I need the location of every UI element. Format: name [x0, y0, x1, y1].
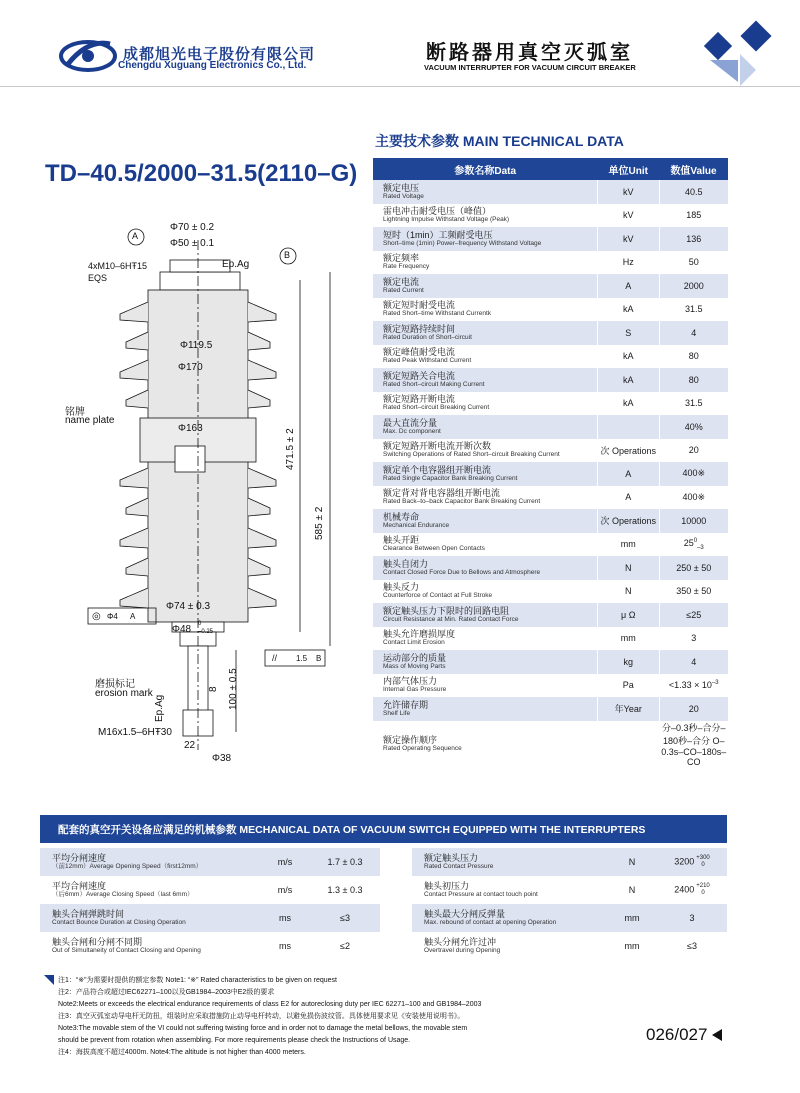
mech-value-cell: [310, 848, 380, 876]
param-name-en: Circuit Resistance at Min. Rated Contact Force: [383, 615, 519, 623]
param-cell: [373, 603, 597, 627]
tech-table-row: [373, 697, 728, 721]
tech-table-row: [373, 274, 728, 298]
param-name-cn: 内部气体压力: [383, 676, 438, 687]
tech-table-row: [373, 368, 728, 392]
value-cell: [659, 462, 728, 486]
unit-cell: kV: [597, 204, 659, 228]
note-line: Note2:Meets or exceeds the electrical endurance requirements of class E2 for autoreclosing duty per IEC 62271–100 and GB1984–2003: [58, 1001, 482, 1008]
value-text: 分–0.3秒–合分–180秒–合分 O–0.3s–CO–180s–CO: [661, 722, 727, 767]
value-text: 2000: [683, 280, 704, 291]
corner-decoration-icon: [690, 20, 780, 110]
tech-table-row: [373, 298, 728, 322]
dim-phi48-tol-upper: 0: [198, 621, 202, 627]
unit-cell: [597, 415, 659, 439]
param-name-en: Rated Peak Withstand Current: [383, 357, 472, 365]
tol-concentricity-symbol: ◎: [92, 611, 101, 622]
param-name-cn: 额定短路关合电流: [383, 370, 456, 381]
tech-table-row: [373, 533, 728, 557]
model-number: TD–40.5/2000–31.5(2110–G): [45, 160, 358, 187]
dim-phi38: Φ38: [212, 753, 232, 764]
unit-cell: mm: [597, 533, 659, 557]
value-text: 25: [683, 537, 694, 548]
mech-value-text: ≤2: [340, 941, 350, 951]
mech-param-en: （前12mm）Average Opening Speed（first12mm）: [52, 863, 203, 870]
mech-value-text: 1.3 ± 0.3: [327, 885, 363, 895]
unit-cell: μ Ω: [597, 603, 659, 627]
value-text: 31.5: [685, 398, 703, 409]
tech-table-row: [373, 415, 728, 439]
param-cell: [373, 204, 597, 228]
dim-phi74: Φ74 ± 0.3: [166, 601, 211, 612]
value-text: 350 ± 50: [676, 586, 712, 597]
param-name-en: Internal Gas Pressure: [383, 686, 447, 694]
mech-table-row: [412, 904, 727, 932]
unit-cell: kA: [597, 298, 659, 322]
param-name-en: Counterforce of Contact at Full Stroke: [383, 592, 493, 600]
param-name-cn: 额定触头压力下限时的回路电阻: [383, 605, 510, 616]
label-epag-bottom: Ep.Ag: [154, 694, 165, 722]
unit-cell: kV: [597, 227, 659, 251]
dim-eqs: EQS: [88, 273, 108, 283]
param-cell: [373, 274, 597, 298]
mech-unit-cell: N: [628, 885, 636, 895]
param-cell: [373, 415, 597, 439]
value-cell: [659, 392, 728, 416]
unit-cell: kg: [597, 650, 659, 674]
unit-cell: 年Year: [597, 697, 659, 721]
param-name-cn: 额定短时耐受电流: [383, 300, 456, 311]
param-name-cn: 短时（1min）工频耐受电压: [383, 229, 493, 240]
value-text: 3: [691, 633, 697, 644]
mech-param-en: Out of Simultaneity of Contact Closing and Opening: [52, 947, 201, 954]
mech-table-row: [40, 876, 380, 904]
mech-unit-cell: mm: [607, 904, 657, 932]
param-cell: [373, 462, 597, 486]
col-param: 参数名称Data: [373, 158, 597, 180]
tech-data-heading: 主要技术参数 MAIN TECHNICAL DATA: [375, 133, 624, 149]
mech-value-sup: +300: [696, 855, 710, 861]
unit-cell: Pa: [597, 674, 659, 698]
tol-parallel-value: 1.5: [296, 654, 308, 663]
mech-table-row: [40, 932, 380, 960]
mech-param-cell: [40, 876, 260, 904]
value-text: 400※: [682, 468, 706, 479]
page-number: [646, 1025, 722, 1045]
value-text: 40.5: [685, 186, 703, 197]
param-name-en: Rated Short–circuit Making Current: [383, 380, 485, 388]
param-cell: [373, 227, 597, 251]
value-text: 10000: [681, 515, 707, 526]
value-cell: [659, 345, 728, 369]
tech-table-row: [373, 345, 728, 369]
dim-h585: 585 ± 2: [314, 506, 325, 540]
dim-phi50: Φ50 ± 0.1: [170, 238, 215, 249]
value-cell: [659, 251, 728, 275]
unit-cell: kA: [597, 368, 659, 392]
param-cell: [373, 674, 597, 698]
value-text: <1.33 × 10: [668, 680, 712, 691]
mech-unit-cell: mm: [624, 941, 640, 951]
param-name-cn: 额定电流: [383, 276, 420, 287]
value-cell: [659, 415, 728, 439]
note-line: Note3:The movable stem of the VI could not suffering twisting force and in order not to damage the metal bellows, the movable stem: [58, 1025, 468, 1032]
mech-table-right: [412, 848, 727, 960]
tech-table-row: [373, 227, 728, 251]
unit-cell: A: [597, 462, 659, 486]
tech-table-row: [373, 204, 728, 228]
dim-thread: 4xM10–6HŦ15: [88, 261, 148, 271]
value-text: 4: [691, 656, 697, 667]
value-text: 40%: [684, 421, 703, 432]
param-cell: [373, 298, 597, 322]
mech-value-sub: 0: [701, 862, 705, 868]
param-name-en: Rated Current: [383, 286, 424, 294]
param-name-en: Rated Duration of Short–circuit: [383, 333, 472, 341]
tol-concentricity-value: Φ4: [107, 612, 118, 621]
param-name-cn: 额定背对背电容器组开断电流: [383, 488, 501, 499]
mech-param-cn: 额定触头压力: [424, 853, 479, 863]
unit-cell: kV: [597, 180, 659, 204]
mech-value-cell: [657, 848, 727, 876]
tol-parallel-symbol: //: [272, 653, 278, 663]
mech-param-en: Overtravel during Opening: [424, 947, 501, 954]
page-number-text: 026/027: [646, 1025, 708, 1044]
tech-data-table: [373, 158, 728, 767]
mech-param-cell: [412, 876, 607, 904]
mech-param-cell: [412, 848, 607, 876]
param-name-cn: 额定短路持续时间: [383, 323, 456, 334]
value-cell: [659, 486, 728, 510]
param-name-en: Shelf Life: [383, 709, 411, 717]
mech-param-cell: [40, 932, 260, 960]
value-text: 250 ± 50: [676, 562, 712, 573]
param-cell: [373, 439, 597, 463]
mech-value-cell: [657, 876, 727, 904]
value-cell: [659, 274, 728, 298]
company-logo-icon: [58, 34, 118, 76]
tech-table-row: [373, 392, 728, 416]
mech-table-row: [412, 848, 727, 876]
param-name-en: Short–time (1min) Power–frequency Withstand Voltage: [383, 239, 542, 247]
mech-value-sup: +210: [696, 883, 710, 889]
param-cell: [373, 180, 597, 204]
mech-value-text: 3200: [674, 856, 695, 867]
value-text: 4: [691, 327, 697, 338]
header-divider: [0, 86, 800, 87]
tech-table-row: [373, 180, 728, 204]
mech-value-text: ≤3: [340, 913, 350, 923]
dim-phi70: Φ70 ± 0.2: [170, 222, 215, 233]
dim-h471: 471.5 ± 2: [285, 428, 296, 470]
value-text: 31.5: [685, 304, 703, 315]
mech-table-left: [40, 848, 380, 960]
value-text: 20: [688, 445, 699, 456]
value-cell: [659, 509, 728, 533]
dim-phi170: Φ170: [178, 362, 203, 373]
mech-value-cell: [657, 932, 727, 960]
unit-cell: N: [597, 556, 659, 580]
value-cell: [659, 627, 728, 651]
note-line: 注4：海拔高度不超过4000m. Note4:The altitude is not higher than 4000 meters.: [58, 1049, 306, 1056]
tech-table-row: [373, 509, 728, 533]
mech-value-text: ≤3: [687, 941, 697, 951]
mech-param-en: Max. rebound of contact at opening Operation: [424, 919, 557, 926]
mech-unit-cell: ms: [279, 941, 291, 951]
mech-value-text: 3: [689, 913, 695, 923]
doc-title-en: VACUUM INTERRUPTER FOR VACUUM CIRCUIT BREAKER: [424, 63, 636, 72]
value-sub: –3: [697, 544, 704, 551]
param-name-en: Switching Operations of Rated Short–circuit Breaking Current: [383, 451, 560, 459]
value-text: 400※: [682, 491, 706, 502]
dim-h100: 100 ± 0.5: [228, 668, 239, 710]
param-cell: [373, 321, 597, 345]
param-cell: [373, 697, 597, 721]
dim-phi119: Φ119.5: [180, 340, 213, 351]
mech-param-cell: [412, 904, 607, 932]
mech-table-row: [412, 932, 727, 960]
triangle-left-icon: [712, 1029, 722, 1041]
mech-heading: 配套的真空开关设备应满足的机械参数 MECHANICAL DATA OF VACUUM SWITCH EQUIPPED WITH THE INTERRUPTERS: [58, 824, 646, 836]
unit-cell: kA: [597, 392, 659, 416]
mech-unit-cell: m/s: [260, 848, 310, 876]
mech-value-cell: [310, 876, 380, 904]
mech-value-sub: 0: [701, 890, 705, 896]
company-name-en: Chengdu Xuguang Electronics Co., Ltd.: [118, 60, 307, 71]
param-name-cn: 额定频率: [383, 253, 420, 264]
param-name-en: Max. Dc component: [383, 427, 441, 435]
value-text: 20: [688, 703, 699, 714]
nameplate-label-cn: 铭牌: [65, 407, 85, 418]
param-cell: [373, 556, 597, 580]
value-cell: [659, 533, 728, 557]
param-cell: [373, 580, 597, 604]
mech-param-en: Rated Contact Pressure: [424, 863, 494, 870]
param-cell: [373, 368, 597, 392]
note-line: should be prevent from rotation when assembling. For more requirements please check the Instructions of Usage.: [58, 1037, 411, 1044]
tech-table-row: [373, 603, 728, 627]
erosion-label-en: erosion mark: [95, 688, 153, 699]
col-value: 数值Value: [659, 158, 728, 180]
dim-phi48: Φ48: [172, 624, 192, 635]
label-epag-top: Ep.Ag: [222, 259, 250, 270]
mech-param-cn: 平均分闸速度: [52, 853, 107, 863]
param-name-cn: 机械寿命: [383, 511, 420, 522]
param-name-en: Rated Short–circuit Breaking Current: [383, 404, 490, 412]
mech-table-row: [40, 904, 380, 932]
unit-cell: mm: [597, 627, 659, 651]
tech-table-row: [373, 251, 728, 275]
param-name-cn: 触头反力: [383, 582, 420, 593]
dim-d8: 8: [208, 686, 219, 692]
value-cell: [659, 580, 728, 604]
mech-param-cn: 平均合闸速度: [52, 881, 107, 891]
value-cell: [659, 321, 728, 345]
value-text: 185: [686, 210, 702, 221]
unit-cell: [597, 721, 659, 767]
param-cell: [373, 251, 597, 275]
param-name-en: Rate Frequency: [383, 263, 430, 271]
value-text: ≤25: [686, 609, 702, 620]
tol-concentricity-datum: A: [130, 612, 136, 621]
mech-table-row: [412, 876, 727, 904]
value-sup: 0: [693, 537, 698, 544]
unit-cell: Hz: [597, 251, 659, 275]
param-name-en: Mass of Moving Parts: [383, 662, 446, 670]
param-cell: [373, 345, 597, 369]
param-name-en: Rated Back–to–back Capacitor Bank Breaking Current: [383, 498, 541, 506]
mech-value-cell: [310, 904, 380, 932]
param-name-en: Rated Voltage: [383, 192, 424, 200]
mech-unit-cell: N: [607, 848, 657, 876]
param-name-en: Clearance Between Open Contacts: [383, 545, 485, 553]
param-cell: [373, 627, 597, 651]
mech-param-cn: 触头分闸允许过冲: [424, 937, 497, 947]
nameplate-label-en: name plate: [65, 415, 115, 426]
mech-param-cn: 触头合闸和分闸不同期: [52, 937, 143, 947]
label-datum-a: A: [132, 231, 139, 241]
dim-phi163: Φ163: [178, 423, 203, 434]
mech-param-en: Contact Bounce Duration at Closing Operation: [52, 919, 186, 926]
value-cell: [659, 298, 728, 322]
erosion-label-cn: 磨损标记: [95, 679, 135, 690]
param-name-en: Contact Limit Erosion: [383, 639, 445, 647]
value-cell: [659, 721, 728, 767]
value-cell: [659, 368, 728, 392]
param-name-cn: 额定短路开断电流开断次数: [383, 441, 492, 452]
param-name-cn: 最大直流分量: [383, 417, 438, 428]
mech-value-cell: [310, 932, 380, 960]
param-name-en: Rated Short–time Withstand Currentk: [383, 310, 492, 318]
tech-table-row: [373, 650, 728, 674]
mech-param-cell: [40, 904, 260, 932]
mech-param-en: （后6mm）Average Closing Speed（last 6mm）: [52, 891, 194, 898]
value-cell: [659, 650, 728, 674]
mech-param-en: Contact Pressure at contact touch point: [424, 891, 538, 898]
param-name-en: Rated Operating Sequence: [383, 744, 462, 752]
tech-table-header: [373, 158, 728, 180]
tol-parallel-datum: B: [316, 654, 322, 663]
col-unit: 单位Unit: [597, 158, 659, 180]
dim-phi48-tol-lower: –0.25: [198, 629, 214, 635]
param-name-cn: 额定电压: [383, 182, 420, 193]
notes-block: [58, 975, 618, 1059]
tech-table-row: [373, 462, 728, 486]
unit-cell: 次 Operations: [597, 439, 659, 463]
mech-param-cn: 触头合闸弹跳时间: [52, 909, 125, 919]
param-cell: [373, 721, 597, 767]
value-cell: [659, 227, 728, 251]
value-cell: [659, 180, 728, 204]
param-name-cn: 触头自闭力: [383, 558, 429, 569]
dim-m16-thread: M16x1.5–6HŦ30: [98, 727, 172, 738]
mech-table-row: [40, 848, 380, 876]
value-cell: [659, 697, 728, 721]
value-cell: [659, 439, 728, 463]
tech-table-row: [373, 486, 728, 510]
tech-table-row: [373, 439, 728, 463]
tech-table-row: [373, 321, 728, 345]
param-name-en: Mechanical Endurance: [383, 521, 450, 529]
mech-param-cn: 触头初压力: [424, 881, 470, 891]
unit-cell: A: [597, 486, 659, 510]
param-name-cn: 雷电冲击耐受电压（峰值）: [383, 206, 492, 217]
mech-unit-cell: m/s: [277, 885, 293, 895]
value-cell: [659, 204, 728, 228]
unit-cell: 次 Operations: [597, 509, 659, 533]
param-name-cn: 触头允许磨损厚度: [383, 629, 456, 640]
value-text: 50: [688, 257, 699, 268]
unit-cell: N: [597, 580, 659, 604]
param-name-en: Contact Closed Force Due to Bellows and Atmosphere: [383, 568, 541, 576]
param-name-en: Rated Single Capacitor Bank Breaking Current: [383, 474, 518, 482]
param-cell: [373, 533, 597, 557]
value-cell: [659, 603, 728, 627]
value-cell: [659, 556, 728, 580]
label-datum-b: B: [284, 250, 291, 260]
param-cell: [373, 486, 597, 510]
mech-value-cell: [657, 904, 727, 932]
tech-table-row: [373, 556, 728, 580]
param-name-cn: 额定峰值耐受电流: [383, 347, 456, 358]
mech-param-cn: 触头最大分闸反弹量: [424, 909, 506, 919]
company-name-cn: 成都旭光电子股份有限公司: [123, 46, 316, 63]
note-line: 注2：产品符合或超过IEC62271–100以及GB1984–2003中E2级的要求: [58, 989, 275, 996]
tech-table-row: [373, 721, 728, 767]
tech-table-row: [373, 674, 728, 698]
param-name-cn: 额定单个电容器组开断电流: [383, 464, 492, 475]
mech-param-cell: [40, 848, 260, 876]
note-line: 注1：“※”为需要时提供的额定参数 Note1: “※” Rated characteristics to be given on request: [58, 977, 337, 984]
value-text: 80: [688, 351, 699, 362]
param-cell: [373, 392, 597, 416]
param-name-cn: 允许储存期: [383, 699, 429, 710]
mech-param-cell: [412, 932, 607, 960]
tech-table-row: [373, 627, 728, 651]
value-text: 80: [688, 374, 699, 385]
param-name-cn: 额定短路开断电流: [383, 394, 456, 405]
param-name-cn: 运动部分的质量: [383, 652, 447, 663]
mech-value-text: 1.7 ± 0.3: [327, 857, 363, 867]
param-cell: [373, 509, 597, 533]
param-name-cn: 额定操作顺序: [383, 734, 438, 745]
unit-cell: A: [597, 274, 659, 298]
mech-value-text: 2400: [674, 884, 695, 895]
param-cell: [373, 650, 597, 674]
dim-d22: 22: [184, 740, 196, 751]
doc-title-cn: 断路器用真空灭弧室: [426, 42, 633, 64]
value-sup: –3: [711, 680, 719, 687]
value-cell: [659, 674, 728, 698]
note-line: 注3：真空灭弧室动导电杆无防扭，组装时应采取措施防止动导电杆转动，以避免损伤波纹管。具体使用要求见《安装使用说明书》。: [58, 1013, 465, 1020]
tech-table-row: [373, 580, 728, 604]
param-name-cn: 触头开距: [383, 535, 420, 546]
value-text: 136: [686, 233, 702, 244]
note-arrow-icon: [44, 975, 54, 985]
param-name-en: Lightning Impulse Withstand Voltage (Peak): [383, 216, 510, 224]
unit-cell: kA: [597, 345, 659, 369]
unit-cell: S: [597, 321, 659, 345]
mech-unit-cell: ms: [260, 904, 310, 932]
